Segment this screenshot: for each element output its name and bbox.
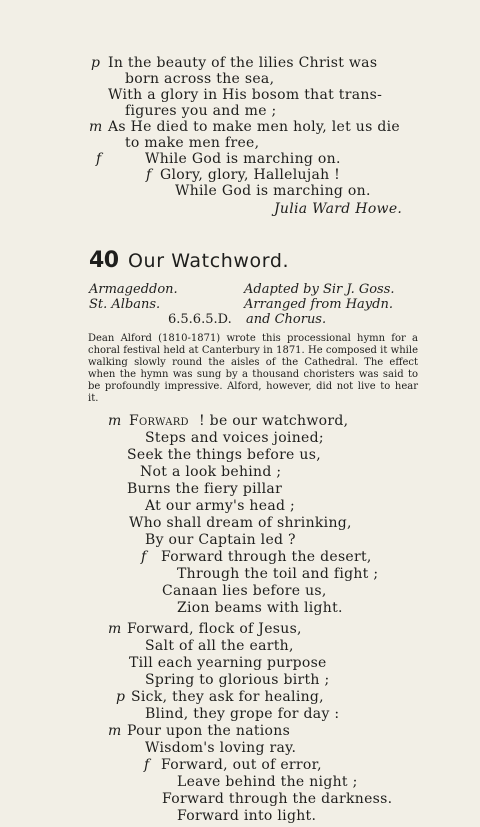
verse-line: Forward into light.: [177, 808, 317, 824]
verse-line: Glory, glory, Hallelujah !: [160, 167, 341, 183]
verse-line: Zion beams with light.: [177, 600, 343, 616]
dynamic-mark: m: [108, 621, 122, 637]
verse-line: At our army's head ;: [145, 498, 296, 514]
verse-line: As He died to make men holy, let us die: [108, 119, 400, 135]
verse-line: Forward through the desert,: [161, 549, 372, 565]
verse-line: Sick, they ask for healing,: [131, 689, 324, 705]
verse-line: Spring to glorious birth ;: [145, 672, 330, 688]
dynamic-mark: f: [144, 757, 150, 773]
tune-credit: Adapted by Sir J. Goss.: [244, 282, 395, 297]
dynamic-mark: p: [116, 689, 125, 705]
tune-name: Armageddon.: [89, 282, 178, 297]
verse-line: Forward through the darkness.: [162, 791, 393, 807]
verse-line: Canaan lies before us,: [162, 583, 327, 599]
verse-line: Steps and voices joined;: [145, 430, 324, 446]
verse-line: Blind, they grope for day :: [145, 706, 340, 722]
meter: 6.5.6.5.D.: [168, 312, 232, 327]
dynamic-mark: m: [108, 413, 122, 429]
dynamic-mark: f: [96, 151, 102, 167]
dynamic-mark: m: [89, 119, 103, 135]
dynamic-mark: p: [91, 55, 100, 71]
tune-credit: Arranged from Haydn.: [244, 297, 393, 312]
verse-line: Leave behind the night ;: [177, 774, 358, 790]
verse-line: Seek the things before us,: [127, 447, 321, 463]
hymn-number: 40: [89, 248, 119, 273]
verse-line: Through the toil and fight ;: [177, 566, 379, 582]
verse-line: to make men free,: [125, 135, 260, 151]
verse-line: ! be our watchword,: [199, 413, 349, 429]
author-credit: Julia Ward Howe.: [274, 201, 403, 217]
dynamic-mark: m: [108, 723, 122, 739]
meter-suffix: and Chorus.: [246, 312, 327, 327]
hymn-note: Dean Alford (1810-1871) wrote this processional hymn for a choral festival held at Canterbury in 1871. He composed it while walking slowly round the aisles of the Cathedral. The effect when the hymn was sung by a thousand choristers was said to be profoundly impressive. Alford, however, did not live to hear it.: [88, 333, 418, 404]
hymn-title: Our Watchword.: [128, 250, 290, 272]
verse-line: Forward, out of error,: [161, 757, 322, 773]
verse-line: born across the sea,: [125, 71, 275, 87]
tune-name: St. Albans.: [89, 297, 161, 312]
verse-line: While God is marching on.: [175, 183, 371, 199]
verse-line: Wisdom's loving ray.: [145, 740, 297, 756]
verse-line: With a glory in His bosom that trans-: [108, 87, 383, 103]
verse-line: Not a look behind ;: [140, 464, 282, 480]
verse-line: figures you and me ;: [125, 103, 277, 119]
verse-line: Salt of all the earth,: [145, 638, 294, 654]
verse-line: Pour upon the nations: [127, 723, 291, 739]
verse-line: Till each yearning purpose: [129, 655, 327, 671]
first-word: Forward: [129, 413, 189, 429]
verse-line: While God is marching on.: [145, 151, 341, 167]
verse-line: Who shall dream of shrinking,: [129, 515, 352, 531]
dynamic-mark: f: [141, 549, 147, 565]
verse-line: Forward, flock of Jesus,: [127, 621, 302, 637]
verse-line: By our Captain led ?: [145, 532, 296, 548]
dynamic-mark: f: [146, 167, 152, 183]
verse-line: Burns the fiery pillar: [127, 481, 283, 497]
verse-line: In the beauty of the lilies Christ was: [108, 55, 378, 71]
